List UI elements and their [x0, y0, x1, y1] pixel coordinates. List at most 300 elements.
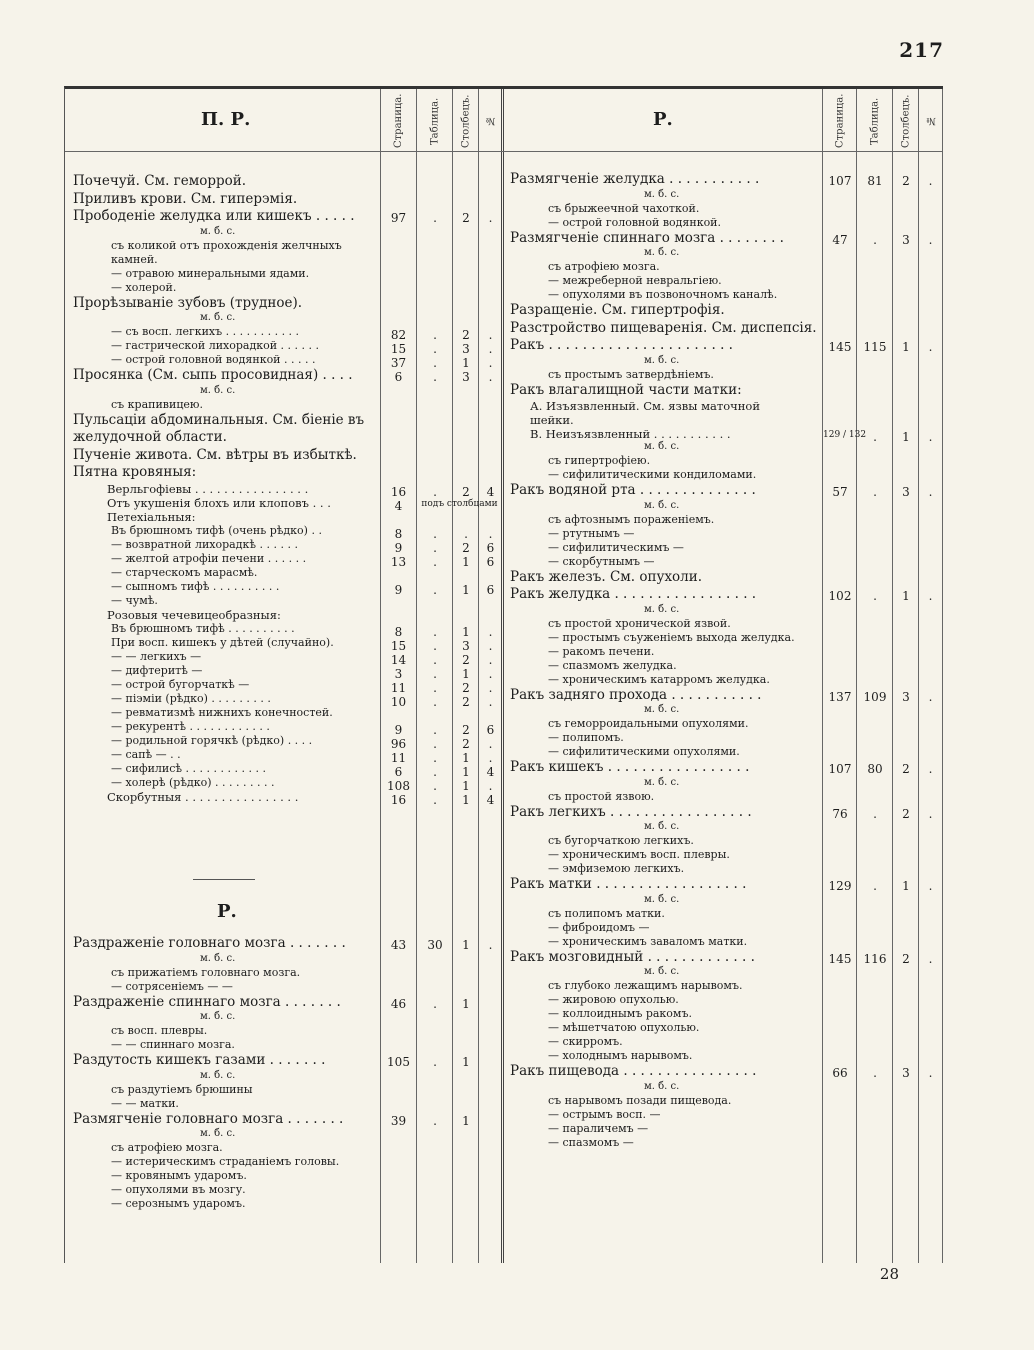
entry-ref-c: 2 [462, 694, 470, 709]
index-entry: — отравою минеральными ядами. [111, 266, 310, 280]
entry-ref-tb: . [433, 750, 437, 765]
index-entry: Приливъ крови. См. гиперэмія. [73, 190, 298, 207]
entry-ref-c: 3 [902, 689, 910, 704]
index-entry: съ полипомъ матки. [548, 906, 665, 920]
entry-ref-n: 6 [486, 540, 495, 555]
index-entry: Разращеніе. См. гипертрофія. [510, 302, 725, 318]
index-entry: съ восп. плевры. [111, 1024, 208, 1037]
entry-ref-n: 6 [486, 554, 495, 569]
entry-ref-tb: 81 [867, 174, 883, 188]
entry-ref-n: . [928, 232, 933, 247]
index-entry: — холерой. [111, 280, 177, 294]
entry-ref-c: 2 [902, 806, 910, 821]
index-entry: съ простой хронической язвой. [548, 616, 731, 630]
index-entry: — — матки. [111, 1096, 179, 1110]
index-entry: — сыпномъ тифѣ . . . . . . . . . . [111, 579, 280, 593]
entry-ref-c: 1 [462, 764, 470, 779]
entry-ref-c: 1 [462, 624, 470, 639]
index-entry: м. б. с. [200, 1128, 236, 1139]
entry-ref-p: 16 [390, 484, 407, 499]
index-entry: — жировою опухолью. [548, 993, 679, 1006]
index-entry: Разстройство пищеваренія. См. диспепсія. [510, 319, 817, 336]
entry-ref-n: . [488, 526, 493, 541]
entry-ref-n: . [928, 806, 933, 821]
entry-ref-c: 1 [462, 778, 470, 793]
entry-ref-c: 3 [902, 485, 910, 499]
left-header-col: Столбецъ. [460, 94, 472, 148]
index-entry: — ревматизмѣ нижнихъ конечностей. [111, 705, 333, 719]
index-entry: м. б. с. [644, 704, 680, 715]
entry-ref-tb: . [433, 722, 437, 737]
index-entry: — хроническимъ заваломъ матки. [548, 934, 748, 948]
index-entry: съ раздутіемъ брюшины [111, 1082, 253, 1096]
entry-ref-tb: . [433, 211, 437, 225]
entry-ref-tb: . [433, 370, 437, 384]
entry-ref-tb: . [433, 526, 437, 541]
index-entry: — фиброидомъ — [548, 920, 650, 934]
right-header-no: № [925, 115, 937, 127]
entry-ref-tb: . [433, 356, 437, 370]
entry-ref-n: . [488, 370, 493, 384]
index-entry: съ афтознымъ пораженіемъ. [548, 512, 715, 526]
index-entry: — острой бугорчаткѣ — [111, 677, 250, 691]
entry-ref-p: 57 [832, 485, 848, 499]
entry-ref-c: 1 [462, 1055, 470, 1069]
index-entry: — сотрясеніемъ — — [111, 979, 233, 993]
entry-ref-p: 47 [832, 232, 848, 247]
entry-ref-p: 15 [390, 342, 407, 356]
entry-ref-n: . [928, 589, 933, 603]
entry-ref-tb: . [873, 1066, 877, 1080]
index-entry: Пученіе живота. См. вѣтры въ избыткѣ. [73, 446, 357, 463]
entry-ref-tb: 115 [863, 340, 887, 354]
entry-ref-c: 2 [902, 762, 910, 776]
index-entry: — серознымъ ударомъ. [111, 1197, 246, 1210]
index-entry: — спазмомъ — [548, 1135, 634, 1149]
index-entry: Размягченіе головнаго мозга . . . . . . . [73, 1110, 344, 1127]
entry-ref-n: . [488, 356, 493, 370]
entry-ref-n: . [488, 624, 493, 639]
left-header-page: Страница. [393, 93, 404, 149]
index-entry: — гастрической лихорадкой . . . . . . [111, 339, 320, 352]
entry-ref-n: . [488, 938, 493, 952]
index-entry: м. б. с. [644, 776, 680, 788]
index-entry: съ брыжеечной чахоткой. [548, 201, 700, 215]
entry-ref-p: 102 [828, 589, 852, 603]
entry-ref-c: 1 [902, 879, 910, 893]
index-entry: м. б. с. [644, 893, 680, 905]
entry-ref-tb: подъ столбцами [421, 498, 498, 509]
index-entry: — старческомъ марасмѣ. [111, 565, 258, 579]
entry-ref-c: 2 [902, 174, 910, 188]
index-entry: Ракъ желудка . . . . . . . . . . . . . . . . . [510, 586, 757, 602]
entry-ref-n: . [488, 638, 493, 653]
entry-ref-p: 9 [394, 722, 403, 737]
index-entry: съ прижатіемъ головнаго мозга. [111, 965, 301, 979]
entry-ref-n: . [928, 879, 933, 893]
index-entry: Отъ укушенія блохъ или клоповъ . . . [107, 495, 331, 510]
right-header-col: Столбецъ. [900, 94, 912, 148]
entry-ref-tb: . [433, 624, 437, 639]
entry-ref-c: 2 [462, 328, 470, 342]
entry-ref-p: 96 [390, 736, 407, 751]
entry-ref-c: 2 [462, 722, 470, 737]
index-entry: — возвратной лихорадкѣ . . . . . . [111, 537, 298, 551]
index-entry: Ракъ железъ. См. опухоли. [510, 568, 703, 585]
entry-ref-c: 1 [462, 996, 470, 1011]
entry-ref-tb: . [873, 806, 877, 821]
entry-ref-tb: . [433, 540, 437, 555]
index-entry: Ракъ легкихъ . . . . . . . . . . . . . . . . . [510, 803, 752, 820]
index-entry: — острымъ восп. — [548, 1107, 661, 1121]
entry-ref-n: . [928, 485, 933, 499]
entry-ref-tb: . [433, 736, 437, 751]
entry-ref-tb: . [433, 764, 437, 779]
entry-ref-p: 16 [390, 792, 407, 807]
index-entry: Ракъ пищевода . . . . . . . . . . . . . . . . [510, 1063, 757, 1079]
index-entry: Въ брюшномъ тифѣ . . . . . . . . . . [111, 621, 295, 635]
index-entry: камней. [111, 252, 158, 266]
index-entry: Скорбутныя . . . . . . . . . . . . . . . . [107, 789, 299, 804]
entry-ref-c: 2 [902, 951, 910, 966]
entry-ref-n: . [928, 762, 933, 776]
index-entry: съ простой язвою. [548, 789, 655, 803]
entry-ref-tb: . [433, 666, 437, 681]
index-entry: Петехіальныя: [107, 509, 196, 524]
entry-ref-p: 8 [394, 526, 403, 541]
index-entry: желудочной области. [73, 429, 227, 445]
entry-ref-p: 37 [390, 356, 407, 370]
entry-ref-tb: 80 [867, 762, 883, 776]
entry-ref-c: 1 [462, 356, 470, 370]
index-entry: Раздраженіе спиннаго мозга . . . . . . . [73, 993, 341, 1010]
index-entry: Раздутость кишекъ газами . . . . . . . [73, 1052, 326, 1068]
entry-ref-tb: . [433, 680, 437, 695]
index-entry: м. б. с. [200, 1011, 236, 1022]
entry-ref-p: 3 [394, 666, 403, 681]
index-entry: — эмфиземою легкихъ. [548, 862, 685, 875]
entry-ref-tb: . [433, 484, 437, 499]
entry-ref-n: . [488, 328, 493, 342]
entry-ref-p: 137 [828, 689, 852, 704]
entry-ref-p: 43 [390, 938, 407, 952]
index-entry: Прободеніе желудка или кишекъ . . . . . [73, 208, 355, 224]
entry-ref-c: 3 [462, 370, 470, 384]
index-entry: — простымъ съуженіемъ выхода желудка. [548, 630, 795, 644]
entry-ref-c: 3 [902, 232, 910, 247]
index-entry: — сифилисѣ . . . . . . . . . . . . [111, 761, 266, 775]
entry-ref-p: 10 [390, 694, 407, 709]
right-header-table: Таблица. [869, 97, 881, 145]
index-entry: Ракъ задняго прохода . . . . . . . . . . . [510, 686, 762, 703]
page-number: 217 [899, 38, 944, 62]
entry-ref-c: 2 [462, 652, 470, 667]
index-entry: м. б. с. [644, 441, 680, 452]
entry-ref-c: 1 [462, 1113, 470, 1128]
entry-ref-tb: . [873, 879, 877, 893]
index-entry: Размягченіе спиннаго мозга . . . . . . . . [510, 229, 784, 246]
index-entry: м. б. с. [200, 225, 236, 237]
index-entry: — родильной горячкѣ (рѣдко) . . . . [111, 733, 313, 747]
entry-ref-tb: . [433, 996, 437, 1011]
entry-ref-n: . [488, 736, 493, 751]
entry-ref-tb: . [433, 778, 437, 793]
index-entry: — холерѣ (рѣдко) . . . . . . . . . [111, 775, 275, 789]
index-entry: — холоднымъ нарывомъ. [548, 1049, 693, 1062]
entry-ref-c: 2 [462, 680, 470, 695]
entry-ref-c: 1 [902, 589, 910, 603]
entry-ref-p: 8 [394, 624, 403, 639]
entry-ref-c: 3 [462, 342, 470, 356]
entry-ref-p: 6 [394, 370, 403, 384]
index-entry: м. б. с. [644, 821, 680, 832]
index-entry: — острой головной водянкой . . . . . [111, 353, 316, 366]
entry-ref-p: 15 [390, 638, 407, 653]
entry-ref-p: 107 [828, 762, 852, 776]
index-entry: Розовыя чечевицеобразныя: [107, 607, 281, 622]
entry-ref-c: 2 [462, 211, 470, 225]
entry-ref-p: 107 [828, 174, 852, 188]
index-entry: — истерическимъ страданіемъ головы. [111, 1155, 340, 1168]
index-entry: В. Неизъязвленный . . . . . . . . . . . [530, 427, 731, 441]
entry-ref-c: 1 [462, 750, 470, 765]
right-header-page: Страница. [834, 93, 846, 149]
index-entry: съ коликой отъ прохожденія желчныхъ [111, 238, 342, 252]
entry-ref-tb: . [433, 638, 437, 653]
entry-ref-p: 97 [390, 211, 407, 225]
entry-ref-tb: . [433, 1055, 437, 1069]
index-entry: м. б. с. [644, 966, 680, 977]
entry-ref-n: 4 [486, 792, 495, 807]
index-entry: Просянка (См. сыпь просовидная) . . . . [73, 367, 353, 383]
index-entry: — опухолями въ позвоночномъ каналѣ. [548, 288, 778, 301]
index-entry: — коллоиднымъ ракомъ. [548, 1007, 692, 1020]
index-entry: Верльгофіевы . . . . . . . . . . . . . . . . [107, 481, 309, 496]
index-entry: — желтой атрофіи печени . . . . . . [111, 551, 307, 565]
entry-ref-p: 11 [390, 680, 407, 695]
entry-ref-p: 129 [828, 879, 852, 893]
entry-ref-n: . [928, 430, 933, 444]
entry-ref-tb: . [873, 485, 877, 499]
entry-ref-n: . [488, 342, 493, 356]
entry-ref-tb: . [873, 589, 877, 603]
entry-ref-n: . [928, 689, 933, 704]
entry-ref-c: 1 [462, 938, 470, 952]
index-entry: Пятна кровяныя: [73, 464, 197, 480]
entry-ref-p: 4 [394, 498, 403, 513]
index-entry: Ракъ . . . . . . . . . . . . . . . . . . . . . . [510, 337, 733, 353]
index-entry: м. б. с. [644, 188, 680, 200]
entry-ref-tb: . [433, 694, 437, 709]
entry-ref-n: . [488, 750, 493, 765]
index-entry: Ракъ матки . . . . . . . . . . . . . . . . . . [510, 876, 747, 892]
index-entry: м. б. с. [644, 603, 680, 615]
index-entry: — хроническимъ восп. плевры. [548, 848, 730, 861]
index-entry: м. б. с. [200, 1069, 236, 1081]
index-entry: — сапѣ — . . [111, 747, 181, 761]
entry-ref-n: . [488, 694, 493, 709]
index-entry: — ракомъ печени. [548, 644, 655, 658]
index-entry: — острой головной водянкой. [548, 215, 722, 229]
index-entry: — дифтеритѣ — [111, 663, 203, 677]
entry-ref-tb: . [433, 652, 437, 667]
entry-ref-tb: 116 [863, 951, 887, 966]
index-entry: съ крапивицею. [111, 397, 203, 411]
entry-ref-p: 9 [394, 540, 403, 555]
index-entry: м. б. с. [644, 1080, 680, 1092]
index-entry: — — легкихъ — [111, 649, 202, 663]
index-entry: При восп. кишекъ у дѣтей (случайно). [111, 635, 334, 649]
index-entry: Прорѣзываніе зубовъ (трудное). [73, 294, 303, 311]
index-entry: м. б. с. [200, 384, 236, 396]
entry-ref-tb: 109 [863, 689, 887, 704]
index-entry: — сифилитическими кондиломами. [548, 468, 757, 481]
entry-ref-p: 66 [832, 1066, 848, 1080]
entry-ref-n: 6 [486, 722, 495, 737]
index-entry: съ геморроидальными опухолями. [548, 717, 749, 730]
entry-ref-p: 46 [390, 996, 407, 1011]
entry-ref-c: 1 [462, 582, 470, 597]
entry-ref-c: 1 [462, 554, 470, 569]
index-entry: — мѣшетчатою опухолью. [548, 1021, 700, 1034]
index-entry: — ртутнымъ — [548, 526, 635, 540]
index-entry: съ гипертрофіею. [548, 454, 651, 467]
entry-ref-c: 1 [902, 430, 910, 444]
index-entry: — сифилитическими опухолями. [548, 745, 740, 758]
right-header-title: Р. [653, 109, 673, 130]
entry-ref-n: . [488, 211, 493, 225]
section-divider [193, 879, 255, 880]
index-entry: — сифилитическимъ — [548, 540, 684, 554]
entry-ref-p: 105 [387, 1055, 410, 1069]
entry-ref-c: 2 [462, 484, 470, 499]
index-entry: м. б. с. [200, 312, 236, 323]
index-entry: — кровянымъ ударомъ. [111, 1169, 247, 1182]
left-header-no: № [485, 115, 496, 127]
entry-ref-tb: 30 [427, 938, 443, 952]
entry-ref-n: . [488, 778, 493, 793]
index-entry: — спазмомъ желудка. [548, 658, 677, 672]
index-entry: м. б. с. [644, 247, 680, 258]
index-entry: — полипомъ. [548, 731, 624, 744]
entry-ref-p: 13 [390, 554, 407, 569]
index-entry: м. б. с. [644, 354, 680, 366]
entry-ref-n: . [928, 1066, 933, 1080]
footer-number: 28 [879, 1265, 899, 1283]
entry-ref-c: 1 [462, 792, 470, 807]
index-entry: Ракъ водяной рта . . . . . . . . . . . . . . [510, 482, 756, 498]
entry-ref-tb: . [873, 430, 877, 444]
entry-ref-p: 11 [390, 750, 407, 765]
index-entry: съ атрофіею мозга. [111, 1141, 223, 1154]
index-entry: — чумѣ. [111, 593, 158, 607]
index-entry: Размягченіе желудка . . . . . . . . . . . [510, 171, 760, 187]
index-entry: — хроническимъ катарромъ желудка. [548, 672, 770, 686]
entry-ref-c: 1 [902, 340, 910, 354]
index-entry: — скорбутнымъ — [548, 554, 655, 568]
table-header [65, 89, 943, 152]
entry-ref-n: . [928, 951, 933, 966]
index-entry: Ракъ влагалищной части матки: [510, 381, 742, 398]
entry-ref-p: 108 [387, 778, 410, 793]
entry-ref-p: 9 [394, 582, 403, 597]
index-entry: — опухолями въ мозгу. [111, 1183, 246, 1196]
index-entry: — межреберной невральгіею. [548, 274, 722, 287]
entry-ref-c: 2 [462, 736, 470, 751]
entry-ref-p: 129 / 132 [823, 430, 867, 440]
entry-ref-c: 3 [462, 638, 470, 653]
entry-ref-p: 145 [828, 340, 852, 354]
entry-ref-p: 76 [832, 806, 848, 821]
entry-ref-c: 1 [462, 666, 470, 681]
index-entry: шейки. [530, 413, 574, 427]
index-entry: съ атрофіею мозга. [548, 260, 660, 273]
index-entry: — параличемъ — [548, 1121, 649, 1135]
entry-ref-tb: . [433, 328, 437, 342]
index-entry: Въ брюшномъ тифѣ (очень рѣдко) . . [111, 523, 322, 537]
entry-ref-n: . [488, 652, 493, 667]
right-page-column [823, 89, 867, 1263]
right-table-column [857, 89, 893, 1263]
entry-ref-tb: . [433, 554, 437, 569]
entry-ref-n: . [488, 666, 493, 681]
entry-ref-tb: . [433, 1113, 437, 1128]
entry-ref-p: 82 [390, 328, 407, 342]
index-entry: — — спиннаго мозга. [111, 1038, 235, 1051]
entry-ref-n: 6 [486, 582, 495, 597]
index-entry: Ракъ кишекъ . . . . . . . . . . . . . . . . . [510, 759, 750, 775]
index-entry: А. Изъязвленный. См. язвы маточной [530, 399, 761, 413]
entry-ref-c: 2 [462, 540, 470, 555]
index-table [64, 86, 943, 1263]
index-entry: — рекурентѣ . . . . . . . . . . . . [111, 719, 270, 733]
entry-ref-n: . [488, 680, 493, 695]
index-entry: — піэміи (рѣдко) . . . . . . . . . [111, 691, 271, 705]
index-entry: съ бугорчаткою легкихъ. [548, 834, 694, 847]
entry-ref-p: 145 [828, 951, 852, 966]
index-entry: м. б. с. [644, 499, 680, 511]
index-entry: — скирромъ. [548, 1035, 623, 1048]
left-header-title: П. Р. [201, 109, 251, 130]
entry-ref-c: 3 [902, 1066, 910, 1080]
index-entry: съ глубоко лежащимъ нарывомъ. [548, 979, 743, 992]
index-entry: — съ восп. легкихъ . . . . . . . . . . . [111, 325, 300, 338]
left-section-r-title: Р. [217, 901, 237, 922]
index-entry: Пульсаціи абдоминальныя. См. біеніе въ [73, 411, 365, 428]
entry-ref-n: . [928, 174, 933, 188]
entry-ref-tb: . [433, 582, 437, 597]
index-entry: Ракъ мозговидный . . . . . . . . . . . . . [510, 948, 755, 965]
entry-ref-tb: . [433, 792, 437, 807]
entry-ref-n: . [928, 340, 933, 354]
entry-ref-tb: . [433, 342, 437, 356]
index-entry: Почечуй. См. геморрой. [73, 173, 247, 189]
entry-ref-p: 6 [394, 764, 403, 779]
right-no-column [919, 89, 943, 1263]
index-entry: Раздраженіе головнаго мозга . . . . . . . [73, 935, 346, 951]
right-col-column [893, 89, 919, 1263]
index-entry: съ простымъ затвердѣніемъ. [548, 367, 714, 381]
entry-ref-p: 39 [390, 1113, 407, 1128]
left-header-table: Таблица. [429, 97, 441, 145]
entry-ref-c: . [464, 526, 468, 541]
index-entry: м. б. с. [200, 952, 236, 964]
entry-ref-n: 4 [486, 764, 495, 779]
index-entry: съ нарывомъ позади пищевода. [548, 1093, 732, 1107]
entry-ref-tb: . [873, 232, 877, 247]
entry-ref-p: 14 [390, 652, 407, 667]
entry-ref-n: 4 [486, 484, 495, 499]
